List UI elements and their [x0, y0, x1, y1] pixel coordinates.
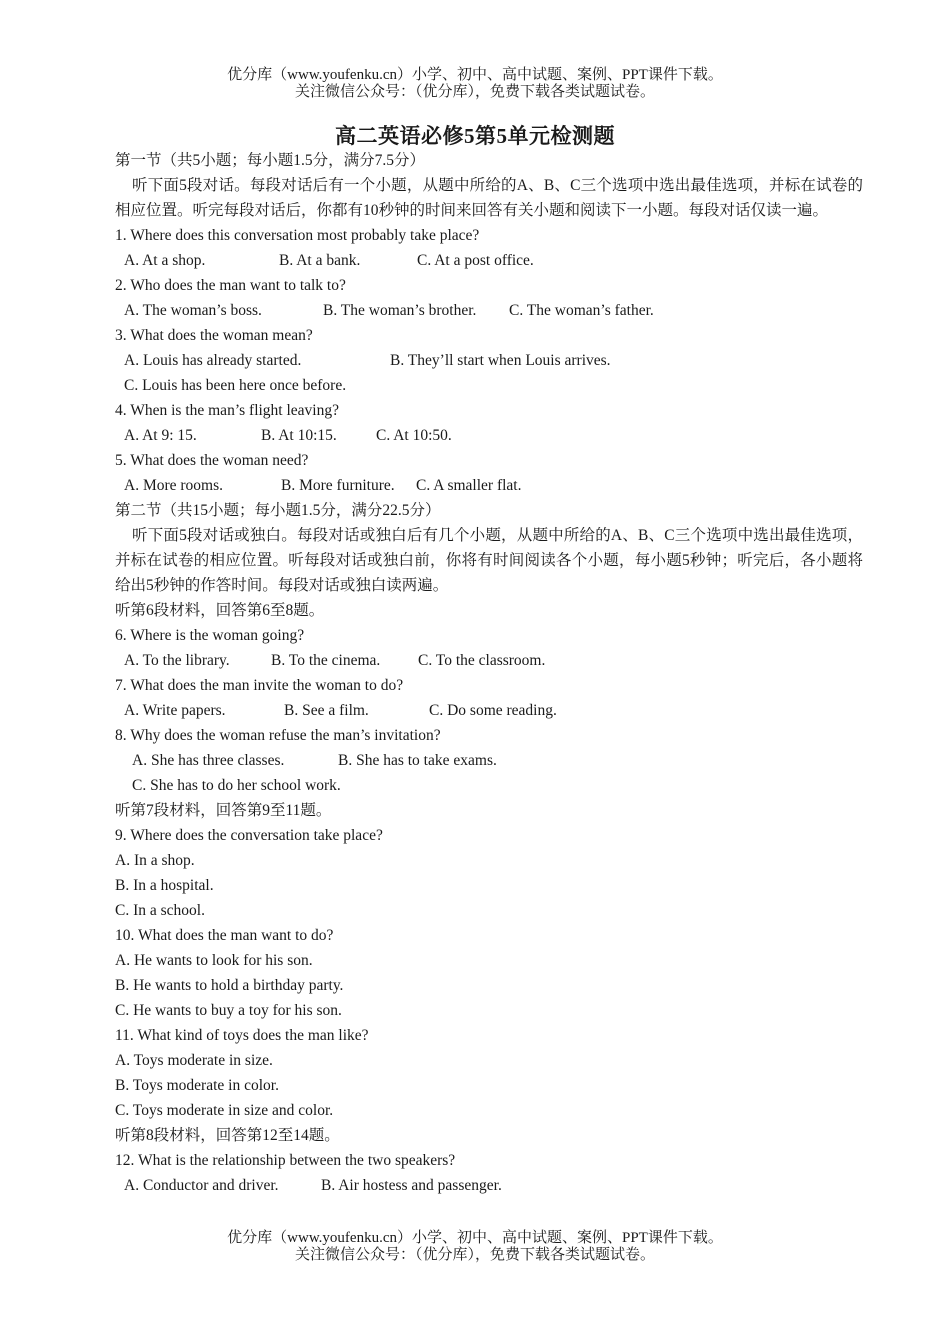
- question-8-options-row-2: [115, 773, 863, 798]
- option-a: A. More rooms.: [124, 477, 224, 494]
- question-11-stem: 11. What kind of toys does the man like?: [115, 1027, 369, 1044]
- option-b: B. See a film.: [284, 702, 369, 719]
- option-a: A. At 9: 15.: [124, 427, 197, 444]
- question-1-options: [115, 248, 863, 273]
- question-10-option-b: B. He wants to hold a birthday party.: [115, 977, 344, 994]
- option-b: B. At a bank.: [279, 252, 361, 269]
- material-6-label: 听第6段材料，回答第6至8题。: [115, 602, 325, 619]
- option-b: B. Air hostess and passenger.: [321, 1177, 502, 1194]
- option-c: C. A smaller flat.: [416, 477, 522, 494]
- option-b: B. More furniture.: [281, 477, 395, 494]
- footer-line-1: 优分库（www.youfenku.cn）小学、初中、高中试题、案例、PPT课件下载。: [227, 1230, 723, 1246]
- option-b: B. They’ll start when Louis arrives.: [390, 352, 611, 369]
- question-6-options: [115, 648, 863, 673]
- question-12-options: [115, 1173, 863, 1198]
- option-c: C. At a post office.: [417, 252, 534, 269]
- question-9-stem: 9. Where does the conversation take place?: [115, 827, 383, 844]
- document-body: [115, 148, 863, 1198]
- section-1-instructions: 听下面5段对话。每段对话后有一个小题，从题中所给的A、B、C三个选项中选出最佳选项，并标在试卷的相应位置。听完每段对话后，你都有10秒钟的时间来回答有关小题和阅读下一小题。每段对话仅读一遍。: [115, 177, 863, 219]
- option-a: A. Louis has already started.: [124, 352, 302, 369]
- option-a: A. At a shop.: [124, 252, 206, 269]
- option-a: A. Write papers.: [124, 702, 226, 719]
- material-8-label: 听第8段材料，回答第12至14题。: [115, 1127, 340, 1144]
- page-header: [0, 67, 950, 101]
- question-10-option-c: C. He wants to buy a toy for his son.: [115, 1002, 342, 1019]
- option-c: C. The woman’s father.: [509, 302, 654, 319]
- question-1-stem: 1. Where does this conversation most probably take place?: [115, 227, 480, 244]
- question-2-options: [115, 298, 863, 323]
- question-11-option-b: B. Toys moderate in color.: [115, 1077, 279, 1094]
- question-4-stem: 4. When is the man’s flight leaving?: [115, 402, 339, 419]
- page-footer: [0, 1230, 950, 1264]
- option-a: A. She has three classes.: [132, 752, 285, 769]
- option-b: B. She has to take exams.: [338, 752, 497, 769]
- section-2-heading: 第二节（共15小题；每小题1.5分，满分22.5分）: [115, 502, 441, 519]
- question-9-option-a: A. In a shop.: [115, 852, 195, 869]
- section-1-heading: 第一节（共5小题；每小题1.5分，满分7.5分）: [115, 152, 426, 169]
- question-9-option-c: C. In a school.: [115, 902, 205, 919]
- question-8-stem: 8. Why does the woman refuse the man’s invitation?: [115, 727, 441, 744]
- section-2-instructions: 听下面5段对话或独白。每段对话或独白后有几个小题，从题中所给的A、B、C三个选项中选出最佳选项，并标在试卷的相应位置。听每段对话或独白前，你将有时间阅读各个小题，每小题5秒钟；听完后，各小题将给出5秒钟的作答时间。每段对话或独白读两遍。: [115, 527, 863, 594]
- question-2-stem: 2. Who does the man want to talk to?: [115, 277, 346, 294]
- question-8-options: [115, 748, 863, 773]
- question-11-option-c: C. Toys moderate in size and color.: [115, 1102, 334, 1119]
- option-c: C. At 10:50.: [376, 427, 452, 444]
- option-b: B. The woman’s brother.: [323, 302, 477, 319]
- question-4-options: [115, 423, 863, 448]
- question-9-option-b: B. In a hospital.: [115, 877, 214, 894]
- question-5-stem: 5. What does the woman need?: [115, 452, 309, 469]
- option-a: A. Conductor and driver.: [124, 1177, 279, 1194]
- option-c: C. Do some reading.: [429, 702, 557, 719]
- question-11-option-a: A. Toys moderate in size.: [115, 1052, 273, 1069]
- option-a: A. To the library.: [124, 652, 230, 669]
- header-line-2: 关注微信公众号：（优分库），免费下载各类试题试卷。: [294, 84, 655, 100]
- question-5-options: [115, 473, 863, 498]
- question-7-stem: 7. What does the man invite the woman to do?: [115, 677, 404, 694]
- question-6-stem: 6. Where is the woman going?: [115, 627, 305, 644]
- question-12-stem: 12. What is the relationship between the two speakers?: [115, 1152, 456, 1169]
- material-7-label: 听第7段材料，回答第9至11题。: [115, 802, 332, 819]
- header-line-1: 优分库（www.youfenku.cn）小学、初中、高中试题、案例、PPT课件下载。: [227, 67, 723, 83]
- option-a: A. The woman’s boss.: [124, 302, 262, 319]
- question-3-stem: 3. What does the woman mean?: [115, 327, 313, 344]
- option-c: C. She has to do her school work.: [132, 777, 341, 794]
- option-c: C. To the classroom.: [418, 652, 546, 669]
- question-10-stem: 10. What does the man want to do?: [115, 927, 334, 944]
- question-3-options-row-2: [115, 373, 863, 398]
- footer-line-2: 关注微信公众号：（优分库），免费下载各类试题试卷。: [294, 1247, 655, 1263]
- option-b: B. To the cinema.: [271, 652, 381, 669]
- option-c: C. Louis has been here once before.: [124, 377, 347, 394]
- question-10-option-a: A. He wants to look for his son.: [115, 952, 313, 969]
- option-b: B. At 10:15.: [261, 427, 337, 444]
- page-title: 高二英语必修5第5单元检测题: [335, 124, 615, 148]
- question-3-options: [115, 348, 863, 373]
- question-7-options: [115, 698, 863, 723]
